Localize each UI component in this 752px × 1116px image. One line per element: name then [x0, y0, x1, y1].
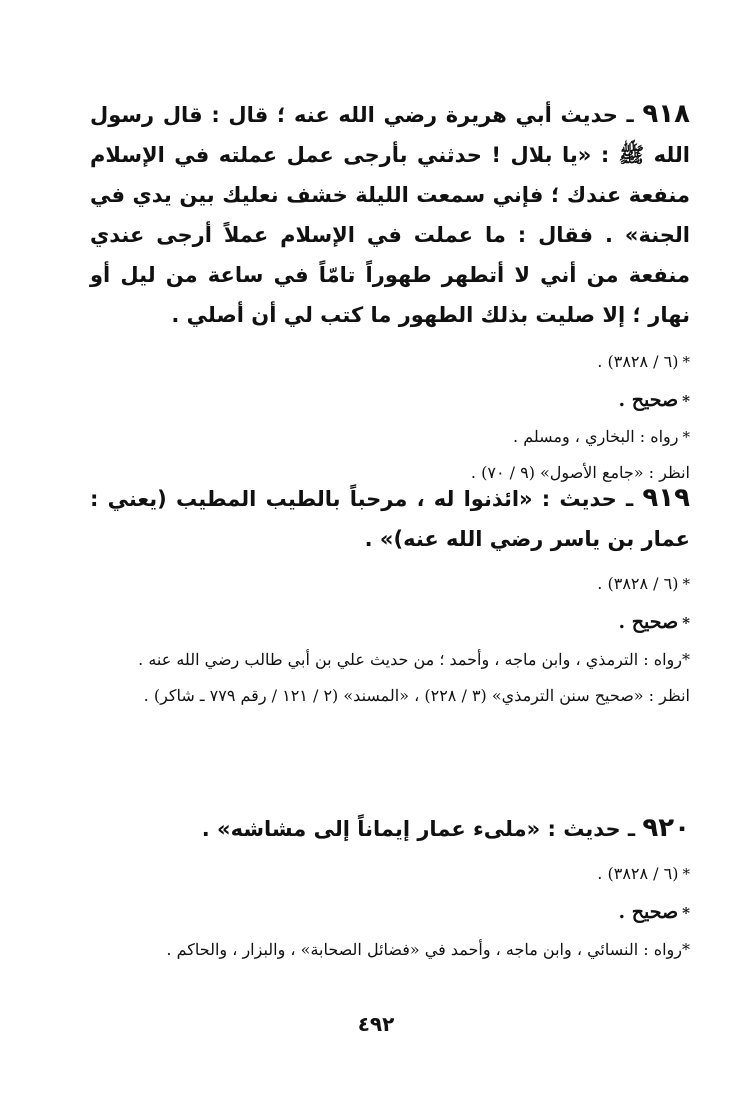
hadith-body: ـ حديث : «ائذنوا له ، مرحباً بالطيب المطيب (يعني : عمار بن ياسر رضي الله عنه)» .: [90, 487, 690, 551]
star-icon: *: [682, 614, 690, 632]
grade-line: [90, 387, 690, 414]
narrators-line: [90, 424, 690, 450]
reference: (٦ / ٣٨٢٨) .: [597, 864, 679, 883]
reference: (٦ / ٣٨٢٨) .: [597, 352, 679, 371]
reference-line: [90, 349, 690, 375]
hadith-number: ٩١٨: [642, 99, 690, 129]
hadith-text: [90, 808, 690, 849]
hadith-body: ـ حديث : «ملىء عمار إيماناً إلى مشاشه» .: [201, 817, 636, 841]
star-icon: *: [682, 575, 690, 593]
hadith-number: ٩٢٠: [642, 813, 690, 843]
grade: صحيح .: [618, 389, 679, 411]
grade-line: [90, 609, 690, 636]
hadith-body: ـ حديث أبي هريرة رضي الله عنه ؛ قال : قال رسول الله ﷺ : «يا بلال ! حدثني بأرجى عمل عملته في الإسلام منفعة عندك ؛ فإني سمعت الليلة خشف نعليك بين يدي في الجنة» . فقال : ما عملت في الإسلام عملاً أرجى عندي منفعة من أني لا أتطهر طهوراً تامّاً في ساعة من ليل أو نهار ؛ إلا صليت بذلك الطهور ما كتب لي أن أصلي .: [90, 103, 690, 327]
reference: (٦ / ٣٨٢٨) .: [597, 574, 679, 593]
narrators: رواه : الترمذي ، وابن ماجه ، وأحمد ؛ من حديث علي بن أبي طالب رضي الله عنه .: [138, 650, 682, 669]
hadith-number: ٩١٩: [642, 483, 691, 513]
hadith-entry: [90, 808, 690, 966]
star-icon: *: [682, 392, 690, 410]
see-also: انظر : «جامع الأصول» (٩ / ٧٠) .: [470, 463, 690, 482]
grade: صحيح .: [618, 611, 679, 633]
narrators: رواه : البخاري ، ومسلم .: [513, 427, 679, 446]
star-icon: *: [682, 865, 690, 883]
star-icon: *: [682, 904, 690, 922]
grade-line: [90, 899, 690, 926]
see-also: انظر : «صحيح سنن الترمذي» (٣ / ٢٢٨) ، «المسند» (٢ / ١٢١ / رقم ٧٧٩ ـ شاكر) .: [143, 686, 690, 705]
star-icon: *: [682, 428, 690, 446]
grade: صحيح .: [618, 901, 679, 923]
star-icon: *: [682, 353, 690, 371]
reference-line: [90, 861, 690, 887]
hadith-text: [90, 94, 690, 335]
narrators-line: [90, 934, 690, 966]
narrators-line: [90, 644, 690, 676]
hadith-text: [90, 478, 690, 559]
narrators: رواه : النسائي ، وابن ماجه ، وأحمد في «فضائل الصحابة» ، والبزار ، والحاكم .: [166, 940, 682, 959]
page-number: ٤٩٢: [357, 1012, 395, 1036]
reference-line: [90, 571, 690, 597]
star-icon: *: [682, 940, 690, 959]
star-icon: *: [682, 650, 690, 669]
hadith-entry: [90, 478, 690, 712]
hadith-entry: [90, 94, 690, 486]
